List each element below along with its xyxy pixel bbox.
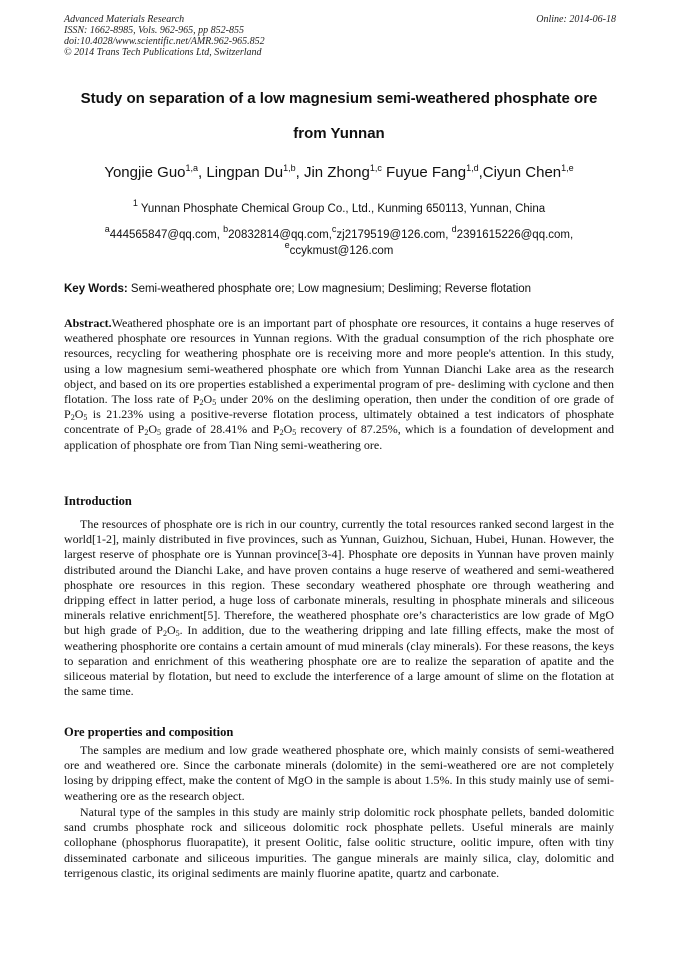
author-name: Fuyue Fang	[386, 164, 467, 181]
chem-symbol: O	[166, 623, 176, 638]
email-list	[40, 224, 638, 241]
affiliation	[40, 198, 638, 215]
introduction-text: The resources of phosphate ore is rich in our country, currently the total resources ranked second largest in the world[1-2], mainly distributed in five provinces, such as Yunnan, Guizhou, Sichuan, Hubei, Hunan. However, the largest reserve of phosphate ore is Yunnan province[3-4]. Phosphate ore deposits in Yunnan have proven mainly distributed around the Dianchi Lake, and have proven contains a huge reserve of weathered and semi-weathered phosphate ore resources in this region. These secondary weathered phosphate ore through weathering and dripping effect in latter period, a huge loss of carbonate minerals, resulting in phosphate minerals and siliceous minerals relative enrichment[5]. Therefore, the weathered phosphate ore’s characteristics are low grade of MgO but high grade of P	[64, 517, 614, 638]
abstract-text: grade of 28.41% and P	[161, 422, 280, 437]
chem-symbol: O	[203, 392, 213, 407]
author-sep: ,	[198, 164, 207, 181]
email-address: zj2179519@126.com,	[336, 229, 452, 241]
abstract	[64, 316, 614, 453]
chem-subscript: 5	[83, 413, 88, 423]
author-list	[40, 164, 638, 181]
keywords-text: Semi-weathered phosphate ore; Low magnesium; Desliming; Reverse flotation	[127, 283, 532, 295]
abstract-label: Abstract.	[64, 316, 112, 330]
paper-title-line-2: from Yunnan	[293, 125, 385, 142]
abstract-text: recovery of 87.25%, which is a foundation of development and application of phosphate ore from Tian Ning semi-weathering ore.	[64, 422, 615, 452]
chem-subscript: 5	[175, 629, 180, 639]
ore-properties-paragraph-1: The samples are medium and low grade weathered phosphate ore, which mainly consists of semi-weathered ore and weathered ore. Since the carbonate minerals (dolomite) in the semi-weathered ore are not completely losing by dripping effect, make the content of MgO in the sample is about 1.5%. In this study mainly use of semi-weathering ore as the research object.	[64, 743, 614, 803]
introduction-text: . In addition, due to the weathering dripping and late filling effects, make the most of weathering phosphorite ore contains a certain amount of mud minerals (clay minerals). For these reasons, the keys to separation and enrichment of this weathering phosphate ore are to realize the separation of apatite and the siliceous material by flotation, but need to exclude the interference of a large amount of slime on the flotation at the same time.	[64, 623, 614, 699]
section-heading-introduction: Introduction	[64, 494, 132, 508]
chem-symbol: O	[283, 422, 293, 437]
author-name: Jin Zhong	[303, 164, 370, 181]
author-name: Ciyun Chen	[482, 164, 562, 181]
introduction-paragraph	[64, 517, 614, 699]
author-affil-mark: 1,b	[283, 163, 296, 173]
email-mark: c	[331, 224, 337, 234]
chem-symbol: O	[74, 407, 84, 422]
email-list-cont	[40, 240, 638, 257]
chem-subscript: 2	[144, 428, 149, 438]
email-mark: d	[451, 224, 457, 234]
keywords-label: Key Words:	[64, 283, 128, 295]
section-heading-ore-properties: Ore properties and composition	[64, 725, 234, 739]
author-affil-mark: 1,a	[185, 163, 199, 173]
author-affil-mark: 1,e	[561, 163, 574, 173]
author-affil-mark: 1,c	[369, 163, 382, 173]
author-sep: ,	[478, 164, 483, 181]
chem-subscript: 2	[70, 413, 75, 423]
ore-properties-paragraph-2: Natural type of the samples in this study are mainly strip dolomitic rock phosphate pellets, banded dolomitic sand crumbs phosphate rock and siliceous dolomitic rock phosphate pellets. Useful minerals are mainly collophane (phosphorus fluorapatite), it present Oolitic, false oolitic structure, oolitic impure, often with tiny disseminated carbonate and siliceous impurities. The gangue minerals are mainly silica, clay, dolomitic and terrigenous clastic, its original sediments are mainly fluorine apatite, quartz and carbonate.	[64, 805, 614, 880]
email-mark: b	[223, 224, 229, 234]
email-address: 20832814@qq.com,	[228, 229, 332, 241]
journal-copyright: © 2014 Trans Tech Publications Ltd, Switzerland	[64, 47, 262, 58]
keywords	[64, 283, 624, 295]
chem-subscript: 5	[157, 428, 162, 438]
chem-subscript: 5	[212, 398, 217, 408]
abstract-text: is 21.23% using a positive-reverse flotation process, ultimately obtained a test indicators of phosphate concentrate of P	[64, 407, 614, 437]
author-name: Lingpan Du	[206, 164, 284, 181]
paper-title-line-1: Study on separation of a low magnesium semi-weathered phosphate ore	[80, 90, 598, 107]
author-sep: ,	[295, 164, 304, 181]
affiliation-mark: 1	[132, 198, 138, 208]
journal-name: Advanced Materials Research	[64, 14, 185, 25]
author-affil-mark: 1,d	[466, 163, 479, 173]
chem-symbol: O	[148, 422, 158, 437]
online-date: Online: 2014-06-18	[536, 14, 616, 25]
journal-header	[64, 14, 616, 58]
abstract-text: under 20% on the desliming operation, then under the condition of ore grade of P	[64, 392, 614, 422]
abstract-text: Weathered phosphate ore is an important part of phosphate ore resources, it contains a huge reserves of weathered phosphate ore resources in Yunnan regions. With the gradual consumption of the rich phosphate ore resources, recycling for weathering phosphate ore is receiving more and more people's attention. In this study, using a low magnesium semi-weathered phosphate ore which from Yunnan Dianchi Lake area as the research object, and based on its ore properties established a experimental program of pre- desliming with cyclone and then flotation. The loss rate of P	[64, 316, 614, 407]
email-mark: a	[104, 224, 110, 234]
author-name: Yongjie Guo	[104, 164, 186, 181]
chem-subscript: 2	[279, 428, 284, 438]
email-address: 2391615226@qq.com,	[456, 229, 574, 241]
email-mark: e	[284, 240, 290, 250]
email-address: ccykmust@126.com	[289, 245, 394, 257]
chem-subscript: 2	[162, 629, 167, 639]
chem-subscript: 2	[199, 398, 204, 408]
email-address: 444565847@qq.com,	[109, 229, 224, 241]
affiliation-text: Yunnan Phosphate Chemical Group Co., Ltd., Kunming 650113, Yunnan, China	[137, 203, 546, 215]
journal-issn: ISSN: 1662-8985, Vols. 962-965, pp 852-855	[64, 25, 244, 36]
chem-subscript: 5	[292, 428, 297, 438]
journal-doi: doi:10.4028/www.scientific.net/AMR.962-965.852	[64, 36, 265, 47]
